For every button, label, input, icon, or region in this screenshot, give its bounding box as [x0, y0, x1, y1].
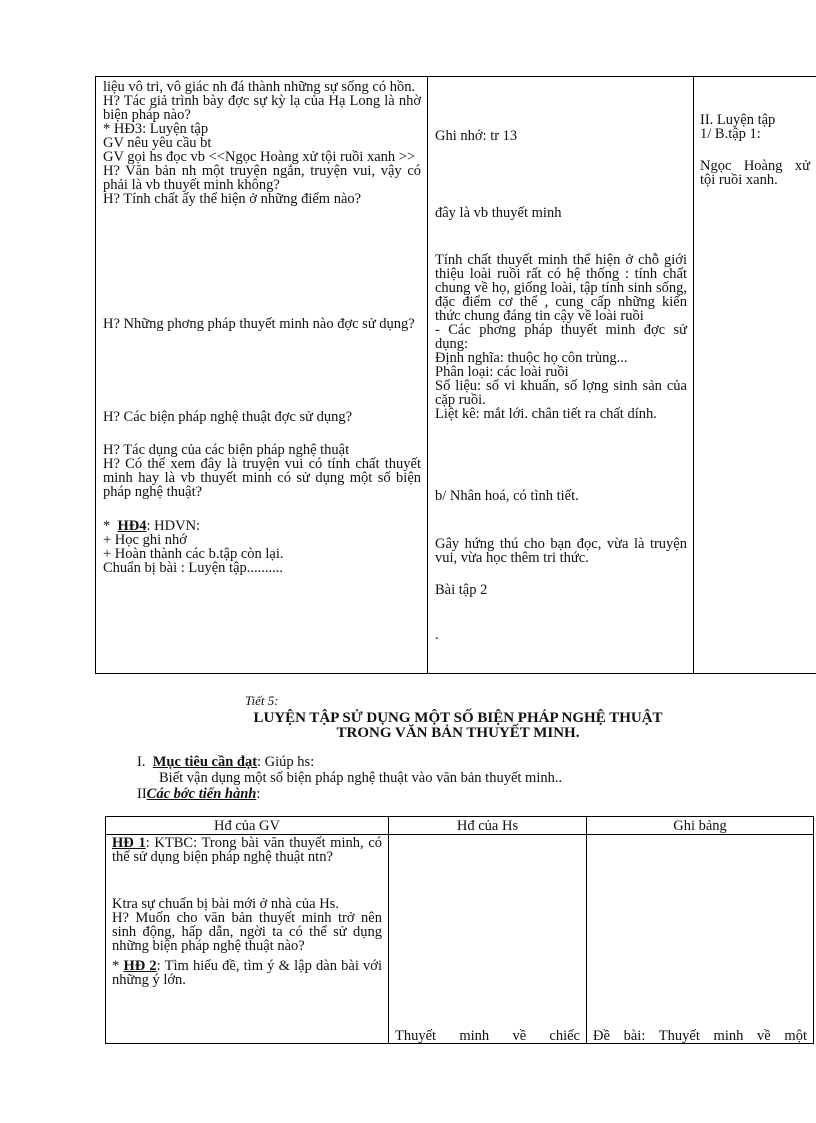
header-ghi-bang: Ghi bảng	[587, 817, 814, 835]
hs-cell	[389, 835, 587, 1044]
question-van-ban: H? Văn bản nh một truyện ngắn, truyện vui, vậy có phải là vb thuyết minh không?	[103, 163, 421, 193]
hd4-title: : HDVN:	[146, 518, 201, 534]
hoan-thanh-btap: + Hoàn thành các b.tập còn lại.	[103, 546, 284, 562]
hd2-text: : Tìm hiểu đề, tìm ý & lập dàn bài với những ý lớn.	[112, 958, 383, 988]
ktra-chuan-bi: Ktra sự chuẩn bị bài mới ở nhà của Hs.	[112, 896, 339, 912]
cac-phuong-phap: - Các phơng pháp thuyết minh đợc sử dụng:	[435, 322, 687, 352]
ghi-bang-cell	[587, 835, 814, 1044]
activity-table	[105, 816, 814, 1044]
chuan-bi-bai: Chuẩn bị bài : Luyện tập..........	[103, 560, 284, 576]
question-tac-dung: H? Tác dụng của các biện pháp nghệ thuật H? Có thể xem đây là truyện vui có tính chất thuyết minh hay là vb thuyết minh có sử dụng một số biện pháp nghệ thuật?	[103, 442, 421, 500]
table1-border-bottom	[95, 673, 816, 674]
tinh-chat-thuyet-minh: Tính chất thuyết minh thể hiện ở chỗ giới thiệu loài ruồi rất có hệ thống : tính chất chung về họ, giống loài, tập tính sinh sống, đặc điểm cơ thể , cung cấp những kiến thức chung đáng tin cậy về loài ruồi - Các phơng pháp thuyết minh đợc sử dụng: Định nghĩa: thuộc họ côn trùng... Phân loại: các loài ruồi Số liệu: số vi khuẩn, số lợng sinh sản của cặp ruồi. Liệt kê: mắt lới. chân tiết ra chất dính.	[435, 252, 687, 422]
activity-table-header	[106, 817, 814, 835]
hd1-label: HĐ 1	[112, 835, 146, 851]
section-1-heading: I. Mục tiêu cần đạt: Giúp hs:	[137, 754, 315, 770]
table1-border-top	[95, 76, 816, 77]
table1-divider-1	[427, 76, 428, 674]
tiet-label: Tiết 5:	[245, 693, 279, 708]
question-truyen-vui: H? Có thể xem đây là truyện vui có tính chất thuyết minh hay là vb thuyết minh có sử dụng một số biện pháp nghệ thuật?	[103, 456, 421, 500]
question-bien-phap: H? Các biện pháp nghệ thuật đợc sử dụng?	[103, 409, 353, 425]
section-1-text: Biết vận dụng một số biện pháp nghệ thuật vào văn bản thuyết minh..	[159, 770, 563, 786]
phan-loai: Phân loại: các loài ruồi	[435, 364, 569, 380]
header-gv: Hđ của GV	[106, 817, 389, 835]
question-phuong-phap: H? Những phơng pháp thuyết minh nào đợc sử dụng?	[103, 316, 415, 332]
hd4-heading: * HĐ4: HDVN:	[103, 518, 201, 534]
gv-yeu-cau: GV nêu yêu cầu bt	[103, 135, 212, 151]
section-1-rest: : Giúp hs:	[257, 754, 315, 770]
header-hs: Hđ của Hs	[389, 817, 587, 835]
btap-1: 1/ B.tập 1:	[700, 126, 761, 142]
hoc-ghi-nho: + Học ghi nhớ	[103, 532, 187, 548]
text-lieu-vo-tri: liệu vô tri, vô giác nh đá thành những sự sống có hồn.	[103, 79, 416, 95]
lesson-title-line2: TRONG VĂN BẢN THUYẾT MINH.	[336, 725, 580, 741]
section-2-rest: :	[256, 786, 261, 802]
hs-thuyet-minh: Thuyết minh về chiếc	[395, 1028, 580, 1044]
hd3-heading: * HĐ3: Luyện tập	[103, 121, 209, 137]
hd4-block	[103, 519, 421, 575]
dinh-nghia: Định nghĩa: thuộc họ côn trùng...	[435, 350, 628, 366]
section-1-label: Mục tiêu cần đạt	[152, 754, 258, 770]
hd4-label: HĐ4	[117, 518, 147, 534]
gv-goi-hs: GV gọi hs đọc vb <<Ngọc Hoàng xử tội ruồi xanh >>	[103, 149, 416, 165]
activity-table-row	[106, 835, 814, 1044]
ghi-nho: Ghi nhớ: tr 13	[435, 128, 518, 144]
hd1-paragraph	[112, 836, 382, 864]
question-ha-long: H? Tác giả trình bày đợc sự kỳ lạ của Hạ Long là nhờ biện pháp nào?	[103, 93, 421, 123]
gv-spacer	[112, 864, 382, 897]
hd1-text: : KTBC: Trong bài văn thuyết minh, có thể sử dụng biện pháp nghệ thuật ntn?	[112, 835, 383, 865]
day-la-vb: đây là vb thuyết minh	[435, 205, 562, 221]
hd2-label: HĐ 2	[123, 958, 157, 974]
gv-cell	[106, 835, 389, 1044]
nhan-hoa: b/ Nhân hoá, có tình tiết.	[435, 488, 579, 504]
question-tinh-chat: H? Tính chất ấy thể hiện ở những điểm nào?	[103, 191, 362, 207]
table1-col-gv	[103, 80, 421, 206]
so-lieu: Số liệu: số vi khuẩn, số lợng sinh sản của cặp ruồi.	[435, 378, 687, 408]
bai-tap-2: Bài tập 2	[435, 582, 488, 598]
dot-mark: .	[435, 627, 439, 643]
lesson-title-line1: LUYỆN TẬP SỬ DỤNG MỘT SỐ BIỆN PHÁP NGHỆ THUẬT	[253, 710, 663, 726]
section-2-heading: IICác bớc tiến hành:	[137, 786, 261, 802]
luyen-tap-heading: II. Luyện tập 1/ B.tập 1:	[700, 113, 812, 141]
hd2-paragraph: * HĐ 2: Tìm hiểu đề, tìm ý & lập dàn bài với những ý lớn.	[112, 958, 383, 988]
table1-border-left	[95, 76, 96, 674]
gay-hung-thu: Gây hứng thú cho bạn đọc, vừa là truyện vui, vừa học thêm tri thức.	[435, 536, 687, 566]
ngoc-hoang: Ngọc Hoàng xử tội ruồi xanh.	[700, 158, 810, 188]
liet-ke: Liệt kê: mắt lới. chân tiết ra chất dính.	[435, 406, 657, 422]
section-2-label: Các bớc tiến hành	[146, 786, 257, 802]
de-bai: Đề bài: Thuyết minh về một	[593, 1028, 807, 1044]
question-sinh-dong: H? Muốn cho văn bản thuyết minh trở nên sinh động, hấp dẫn, ngời ta có thể sử dụng những biện pháp nghệ thuật nào?	[112, 910, 382, 954]
table1-divider-2	[693, 76, 694, 674]
